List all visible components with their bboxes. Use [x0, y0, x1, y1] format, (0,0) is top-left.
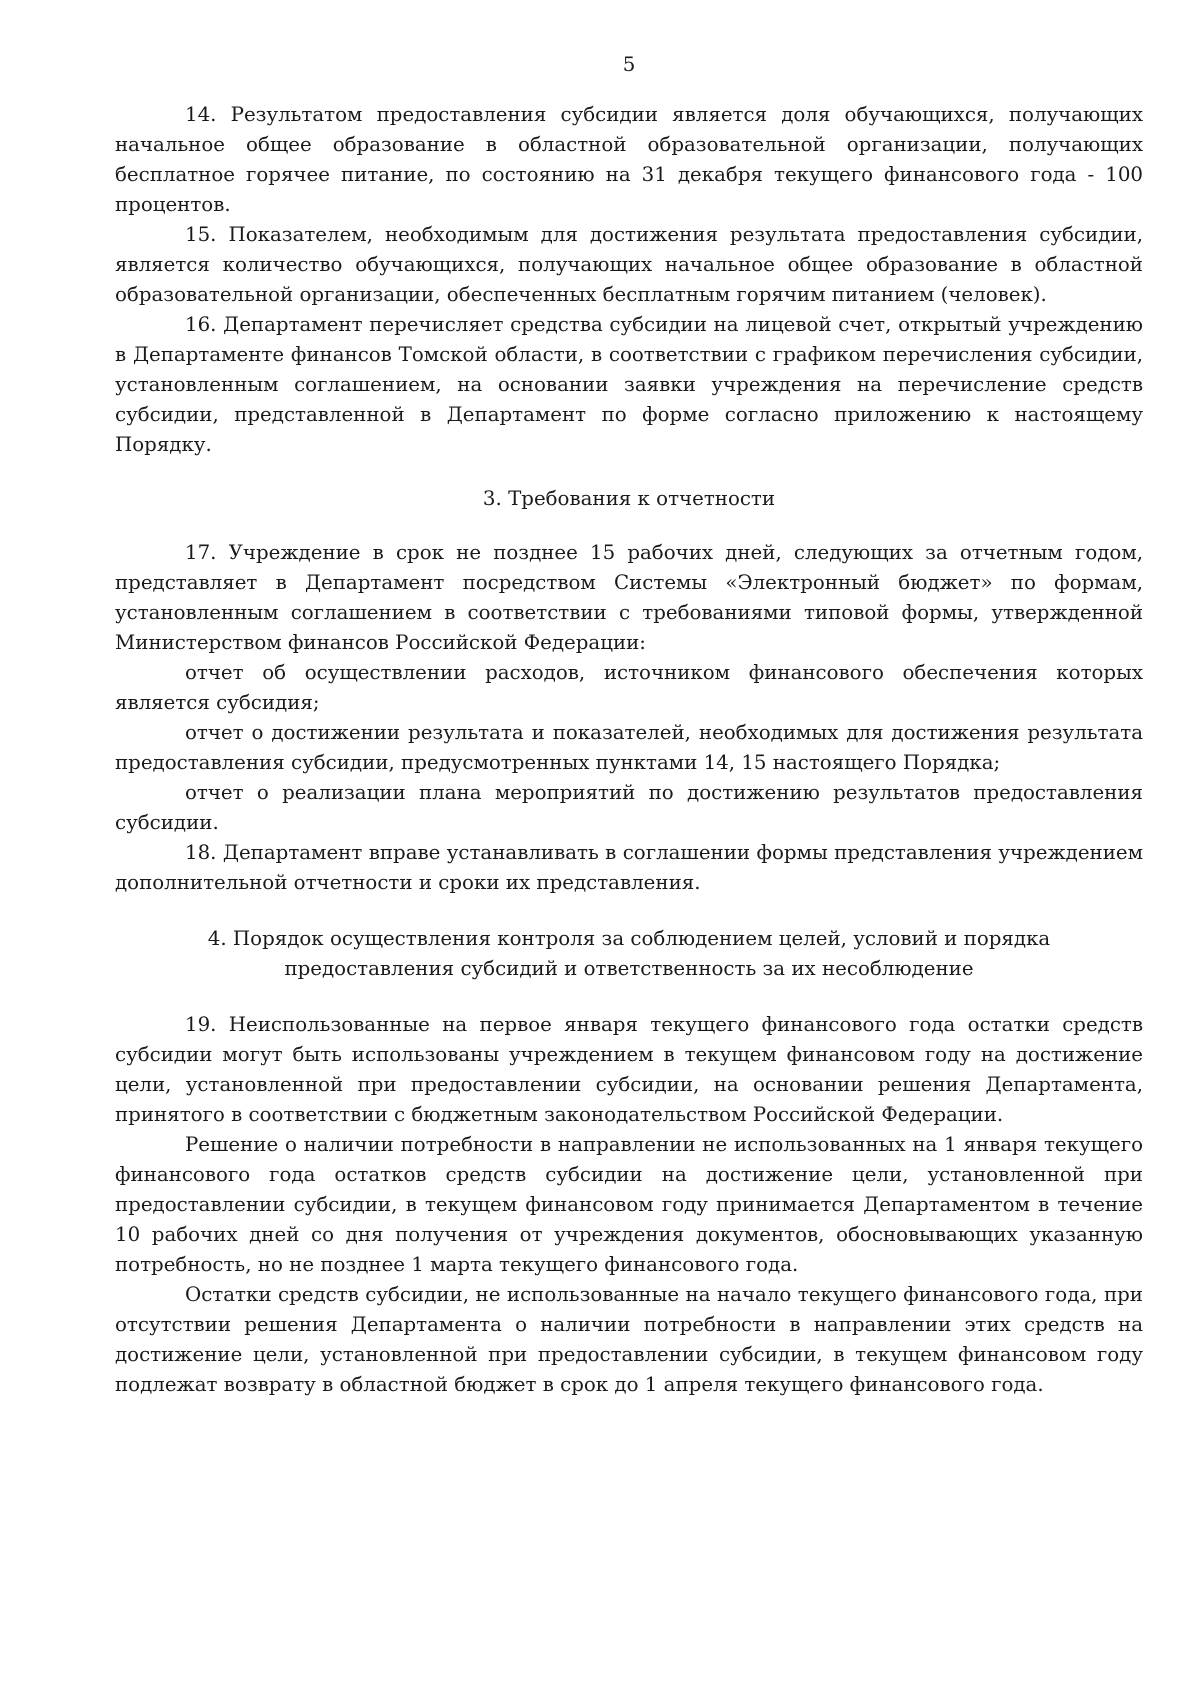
page-number: 5 — [622, 53, 636, 76]
paragraph-17-item-1: отчет об осуществлении расходов, источником финансового обеспечения которых является субсидия; — [115, 661, 1143, 714]
section-4-heading: 4. Порядок осуществления контроля за соблюдением целей, условий и порядка предоставления субсидий и ответственность за их несоблюдение — [207, 927, 1051, 980]
paragraph-19-remainder: Остатки средств субсидии, не использованные на начало текущего финансового года, при отсутствии решения Департамента о наличии потребности в направлении этих средств на достижение цели, установленной при предоставлении субсидии, в текущем финансовом году подлежат возврату в областной бюджет в срок до 1 апреля текущего финансового года. — [115, 1283, 1143, 1396]
paragraph-17-item-2: отчет о достижении результата и показателей, необходимых для достижения результата предоставления субсидии, предусмотренных пунктами 14, 15 настоящего Порядка; — [115, 721, 1143, 774]
paragraph-16: 16. Департамент перечисляет средства субсидии на лицевой счет, открытый учреждению в Департаменте финансов Томской области, в соответствии с графиком перечисления субсидии, установленным соглашением, на основании заявки учреждения на перечисление средств субсидии, представленной в Департамент по форме согласно приложению к настоящему Порядку. — [115, 313, 1143, 456]
paragraph-18: 18. Департамент вправе устанавливать в соглашении формы представления учреждением дополнительной отчетности и сроки их представления. — [115, 841, 1143, 894]
paragraph-17: 17. Учреждение в срок не позднее 15 рабочих дней, следующих за отчетным годом, представляет в Департамент посредством Системы «Электронный бюджет» по формам, установленным соглашением в соответствии с требованиями типовой формы, утвержденной Министерством финансов Российской Федерации: — [115, 541, 1143, 654]
paragraph-19: 19. Неиспользованные на первое января текущего финансового года остатки средств субсидии могут быть использованы учреждением в текущем финансовом году на достижение цели, установленной при предоставлении субсидии, на основании решения Департамента, принятого в соответствии с бюджетным законодательством Российской Федерации. — [115, 1013, 1143, 1126]
paragraph-15: 15. Показателем, необходимым для достижения результата предоставления субсидии, является количество обучающихся, получающих начальное общее образование в областной образовательной организации, обеспеченных бесплатным горячим питанием (человек). — [115, 223, 1143, 306]
paragraph-14: 14. Результатом предоставления субсидии является доля обучающихся, получающих начальное общее образование в областной образовательной организации, получающих бесплатное горячее питание, по состоянию на 31 декабря текущего финансового года - 100 процентов. — [115, 103, 1143, 216]
paragraph-19-decision: Решение о наличии потребности в направлении не использованных на 1 января текущего финансового года остатков средств субсидии на достижение цели, установленной при предоставлении субсидии, в текущем финансовом году принимается Департаментом в течение 10 рабочих дней со дня получения от учреждения документов, обосновывающих указанную потребность, но не позднее 1 марта текущего финансового года. — [115, 1133, 1143, 1276]
paragraph-17-item-3: отчет о реализации плана мероприятий по достижению результатов предоставления субсидии. — [115, 781, 1143, 834]
section-3-heading: 3. Требования к отчетности — [482, 487, 776, 510]
document-page — [115, 50, 1143, 1400]
